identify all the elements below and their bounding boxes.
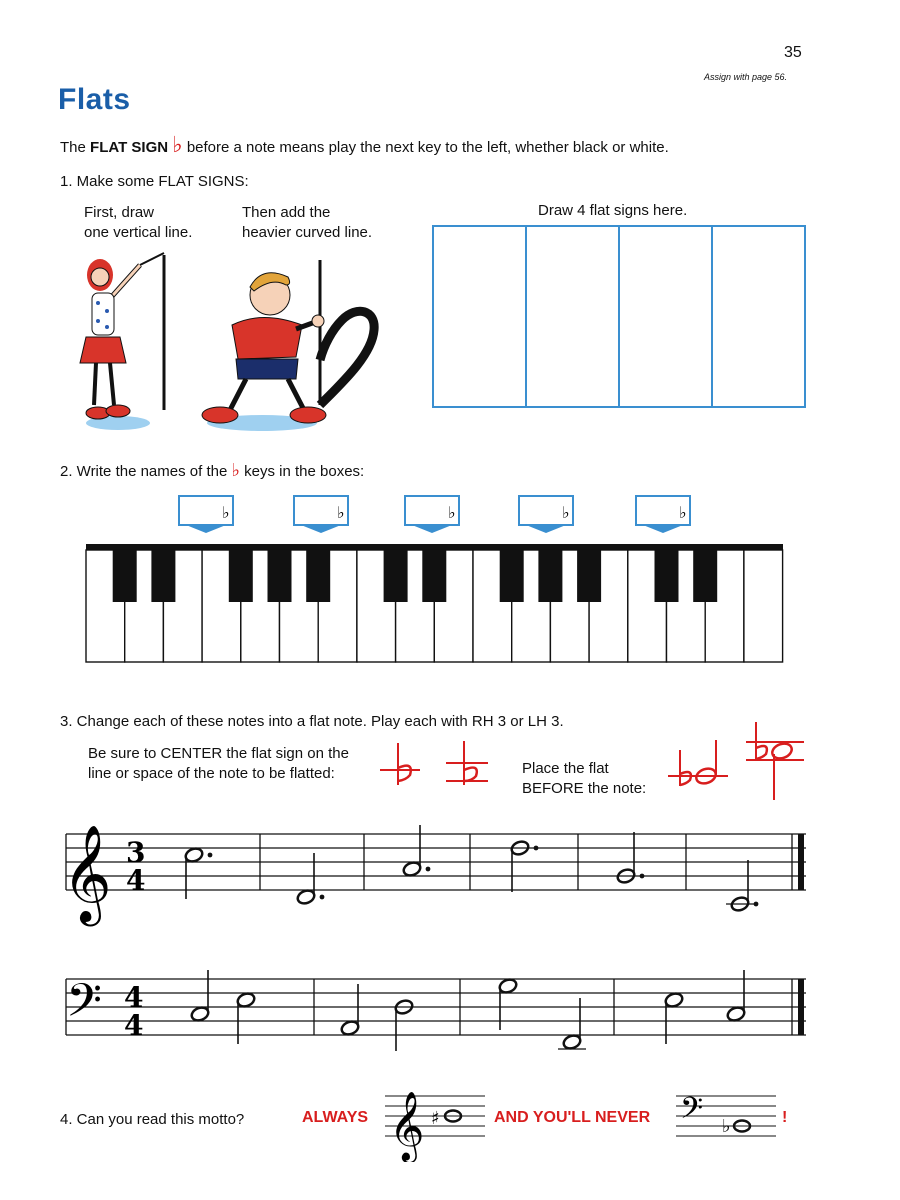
bass-staff [60, 955, 820, 1075]
motto-treble-staff [385, 1082, 490, 1162]
note-dot [534, 846, 539, 851]
half-note [184, 846, 204, 863]
svg-text:♭: ♭ [222, 503, 230, 522]
section2-prefix: 2. Write the names of the [60, 463, 228, 480]
note-dot [640, 874, 645, 879]
bass-notes [190, 970, 746, 1051]
motto-word-1: ALWAYS [302, 1109, 369, 1126]
half-note [498, 977, 518, 994]
black-key[interactable] [229, 550, 253, 602]
black-key[interactable] [384, 550, 408, 602]
page-title: Flats [58, 83, 131, 116]
note-dot [208, 853, 213, 858]
boxes-label: Draw 4 flat signs here. [538, 202, 688, 219]
white-key[interactable] [744, 550, 783, 662]
answer-boxes [0, 490, 900, 540]
half-note [726, 1005, 746, 1022]
black-key[interactable] [113, 550, 137, 602]
flat-icon: ♭ [722, 1116, 731, 1137]
place-instruction-1: Place the flat [522, 760, 609, 777]
black-key[interactable] [655, 550, 679, 602]
treble-notes [184, 825, 758, 913]
svg-text:♭: ♭ [679, 503, 687, 522]
svg-text:♭: ♭ [562, 503, 570, 522]
treble-time-top: 3 [126, 836, 146, 869]
half-note [236, 991, 256, 1008]
motto-end: ! [782, 1109, 788, 1126]
treble-clef-icon: 𝄞 [62, 824, 112, 922]
note-dot [426, 867, 431, 872]
answer-box-2[interactable] [294, 496, 348, 533]
half-note [296, 888, 316, 905]
intro-prefix: The [60, 139, 86, 156]
black-key[interactable] [500, 550, 524, 602]
answer-box-4[interactable] [519, 496, 573, 533]
flat-sign-icon: ♭ [172, 133, 183, 158]
bass-time-bottom: 4 [124, 1009, 144, 1042]
bass-clef-icon: 𝄢 [66, 974, 103, 1039]
center-instruction-2: line or space of the note to be flatted: [88, 765, 335, 782]
step1-line1: First, draw [84, 204, 155, 221]
boy-drawing-illustration [192, 255, 392, 435]
answer-box-1[interactable] [179, 496, 233, 533]
half-note [402, 860, 422, 877]
answer-box-3[interactable] [405, 496, 459, 533]
drawing-box-2[interactable] [527, 227, 620, 406]
black-key[interactable] [151, 550, 175, 602]
intro-term: FLAT SIGN [90, 139, 169, 156]
bass-clef-icon: 𝄢 [680, 1092, 704, 1133]
step1-line2: one vertical line. [84, 224, 193, 241]
note-dot [320, 895, 325, 900]
half-note [190, 1005, 210, 1022]
half-note [664, 991, 684, 1008]
answer-box-5[interactable] [636, 496, 690, 533]
treble-time-bottom: 4 [126, 864, 146, 897]
black-key[interactable] [577, 550, 601, 602]
motto-word-2: AND YOU'LL NEVER [494, 1109, 651, 1126]
flat-sign-icon: ♭ [231, 460, 240, 481]
page-number: 35 [784, 44, 802, 61]
section2-suffix: keys in the boxes: [244, 463, 365, 480]
assign-note: Assign with page 56. [704, 72, 788, 82]
note-dot [754, 902, 759, 907]
drawing-box-3[interactable] [620, 227, 713, 406]
black-key[interactable] [268, 550, 292, 602]
place-instruction-2: BEFORE the note: [522, 780, 647, 797]
flat-centering-example [380, 735, 500, 795]
black-key[interactable] [306, 550, 330, 602]
step2-line1: Then add the [242, 204, 331, 221]
drawing-box-1[interactable] [434, 227, 527, 406]
section3-heading: 3. Change each of these notes into a flat note. Play each with RH 3 or LH 3. [60, 713, 564, 730]
piano-keyboard [0, 540, 900, 670]
section4-heading: 4. Can you read this motto? [60, 1111, 245, 1128]
svg-text:♭: ♭ [448, 503, 456, 522]
bass-time-top: 4 [124, 981, 144, 1014]
black-key[interactable] [693, 550, 717, 602]
intro-suffix: before a note means play the next key to the left, whether black or white. [186, 139, 669, 156]
section1-heading: 1. Make some FLAT SIGNS: [60, 173, 249, 190]
black-key[interactable] [538, 550, 562, 602]
drawing-box-4[interactable] [713, 227, 804, 406]
half-note [340, 1019, 360, 1036]
flat-before-note-example [668, 720, 808, 805]
flat-drawing-area [432, 225, 806, 408]
treble-clef-icon: 𝄞 [389, 1091, 425, 1161]
sharp-icon: ♯ [431, 1108, 440, 1129]
section2-heading [60, 461, 364, 482]
step2-line2: heavier curved line. [242, 224, 373, 241]
half-note [562, 1033, 582, 1050]
motto-bass-staff [676, 1088, 781, 1148]
black-key[interactable] [422, 550, 446, 602]
intro-text [60, 133, 669, 158]
center-instruction-1: Be sure to CENTER the flat sign on the [88, 745, 349, 762]
treble-staff [60, 810, 820, 930]
svg-text:♭: ♭ [337, 503, 345, 522]
girl-drawing-illustration [78, 245, 188, 435]
